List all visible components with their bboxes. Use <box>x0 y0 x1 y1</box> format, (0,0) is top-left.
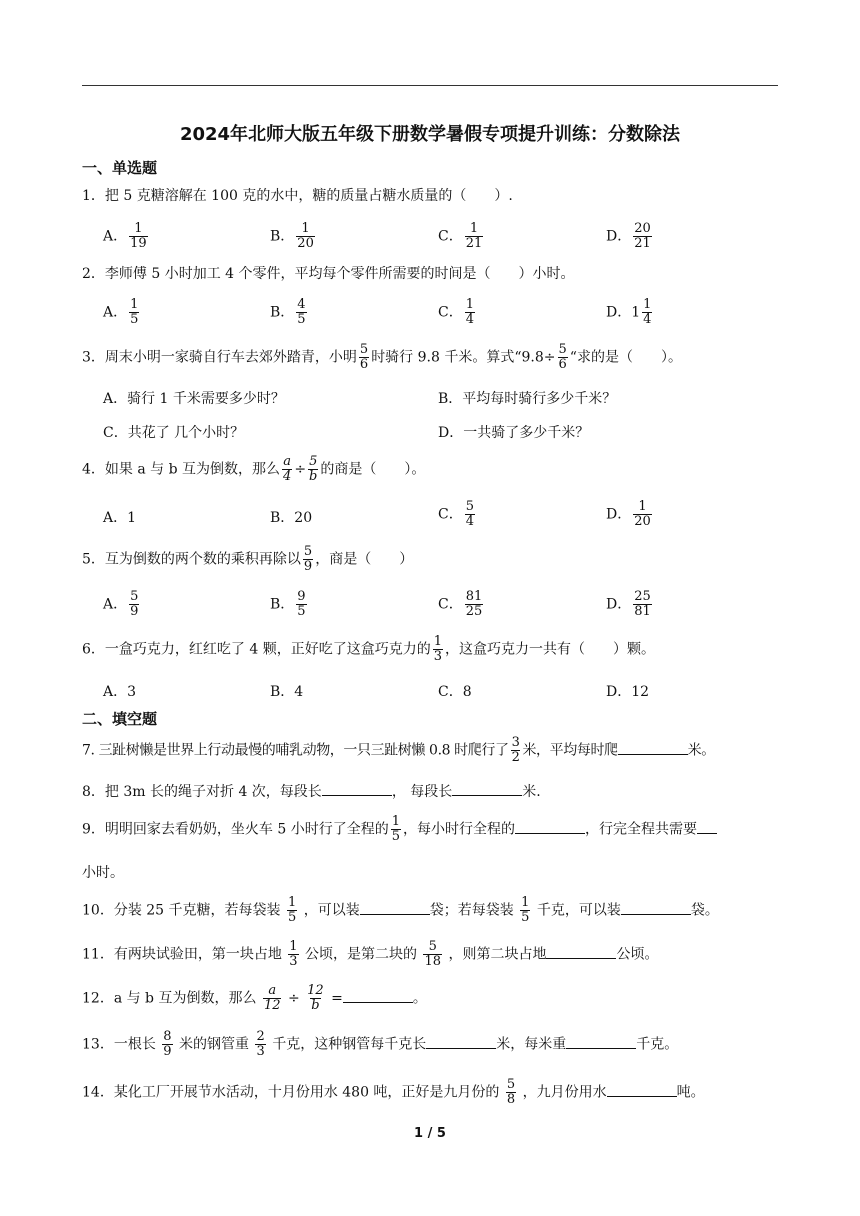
q5-option-b[interactable]: B． $\frac{9}{5}$ <box>270 589 306 619</box>
q13-answer-blank-1[interactable] <box>426 1036 496 1049</box>
question-5: 5．互为倒数的两个数的乘积再除以 $\frac{5}{9}$ ，商是（ ） <box>82 544 414 574</box>
q2-option-d[interactable]: D．1 $\frac{1}{4}$ <box>606 297 652 327</box>
q2-option-c[interactable]: C． $\frac{1}{4}$ <box>438 297 474 327</box>
q11-answer-blank[interactable] <box>546 946 616 959</box>
question-1: 1．把 5 克糖溶解在 100 克的水中，糖的质量占糖水质量的（ ）. <box>82 188 513 204</box>
q8-answer-blank-1[interactable] <box>322 783 392 796</box>
q1-option-a[interactable]: A． $\frac{1}{19}$ <box>103 221 147 251</box>
q1-option-c[interactable]: C． $\frac{1}{21}$ <box>438 221 483 251</box>
q1-option-d[interactable]: D． $\frac{20}{21}$ <box>606 221 651 251</box>
q3-option-b[interactable]: B．平均每时骑行多少千米？ <box>438 391 617 407</box>
q2-option-a[interactable]: A． $\frac{1}{5}$ <box>103 297 139 327</box>
q4-option-d[interactable]: D． $\frac{1}{20}$ <box>606 499 651 529</box>
question-10: 10．分装 25 千克糖，若每袋装 $\frac{1}{5}$ ，可以装 袋；若每袋装 $\frac{1}{5}$ 千克，可以装 袋。 <box>82 895 719 925</box>
q4-option-a[interactable]: A．1 <box>103 510 137 526</box>
q4-option-b[interactable]: B．20 <box>270 510 313 526</box>
question-9-continued: 小时。 <box>82 865 124 881</box>
q6-option-d[interactable]: D．12 <box>606 684 650 700</box>
q9-answer-blank-1[interactable] <box>515 821 585 834</box>
page-number: 1 / 5 <box>414 1126 446 1141</box>
q3-option-c[interactable]: C．共花了 几个小时？ <box>103 425 245 441</box>
section-heading-fill-in: 二、填空题 <box>82 710 158 728</box>
q14-answer-blank[interactable] <box>607 1084 677 1097</box>
q12-answer-blank[interactable] <box>343 990 413 1003</box>
q1-option-b[interactable]: B． $\frac{1}{20}$ <box>270 221 314 251</box>
question-14: 14．某化工厂开展节水活动，十月份用水 480 吨，正好是九月份的 $\frac{5}{8}$ ，九月份用水 吨。 <box>82 1077 705 1107</box>
q5-option-c[interactable]: C． $\frac{81}{25}$ <box>438 589 483 619</box>
header-rule <box>82 85 778 86</box>
q3-option-d[interactable]: D．一共骑了多少千米？ <box>438 425 590 441</box>
q3-option-a[interactable]: A．骑行 1 千米需要多少时？ <box>103 391 285 407</box>
question-2: 2．李师傅 5 小时加工 4 个零件，平均每个零件所需要的时间是（ ）小时。 <box>82 266 575 282</box>
q13-answer-blank-2[interactable] <box>566 1036 636 1049</box>
q5-option-a[interactable]: A． $\frac{5}{9}$ <box>103 589 139 619</box>
q2-option-b[interactable]: B． $\frac{4}{5}$ <box>270 297 306 327</box>
question-13: 13．一根长 $\frac{8}{9}$ 米的钢管重 $\frac{2}{3}$ 千克，这种钢管每千克长 米，每米重 千克。 <box>82 1029 679 1059</box>
question-4: 4．如果 a 与 b 互为倒数，那么 $\frac{a}{4}$ ÷ $\frac{5}{b}$ 的商是（ ）。 <box>82 454 426 484</box>
q6-option-c[interactable]: C．8 <box>438 684 472 700</box>
q4-option-c[interactable]: C． $\frac{5}{4}$ <box>438 499 474 529</box>
document-title: 2024年北师大版五年级下册数学暑假专项提升训练：分数除法 <box>179 124 681 145</box>
q5-option-d[interactable]: D． $\frac{25}{81}$ <box>606 589 651 619</box>
q10-answer-blank-1[interactable] <box>360 902 430 915</box>
q6-option-a[interactable]: A．3 <box>103 684 137 700</box>
q9-answer-blank-2[interactable] <box>697 821 717 834</box>
q6-option-b[interactable]: B．4 <box>270 684 304 700</box>
question-7: 7. 三趾树懒是世界上行动最慢的哺乳动物，一只三趾树懒 0.8 时爬行了 $\frac{3}{2}$ 米，平均每时爬 米。 <box>82 735 715 765</box>
q8-answer-blank-2[interactable] <box>452 783 522 796</box>
section-heading-single-choice: 一、单选题 <box>82 159 158 177</box>
question-9: 9．明明回家去看奶奶，坐火车 5 小时行了全程的 $\frac{1}{5}$ ，每小时行全程的 ，行完全程共需要 <box>82 815 717 844</box>
question-12: 12．a 与 b 互为倒数，那么 $\frac{a}{12}$ ÷ $\frac{12}{b}$ = 。 <box>82 983 427 1013</box>
question-3: 3．周末小明一家骑自行车去郊外踏青，小明 $\frac{5}{6}$ 时骑行 9.8 千米。算式“9.8÷ $\frac{5}{6}$ “求的是（ ）。 <box>82 342 682 372</box>
q10-answer-blank-2[interactable] <box>621 902 691 915</box>
question-8: 8．把 3m 长的绳子对折 4 次，每段长 ， 每段长 米. <box>82 784 541 800</box>
q7-answer-blank[interactable] <box>618 742 688 755</box>
question-11: 11．有两块试验田，第一块占地 $\frac{1}{3}$ 公顷，是第二块的 $\frac{5}{18}$ ，则第二块占地 公顷。 <box>82 939 659 969</box>
question-6: 6．一盒巧克力，红红吃了 4 颗，正好吃了这盒巧克力的 $\frac{1}{3}$ ，这盒巧克力一共有（ ）颗。 <box>82 634 655 664</box>
